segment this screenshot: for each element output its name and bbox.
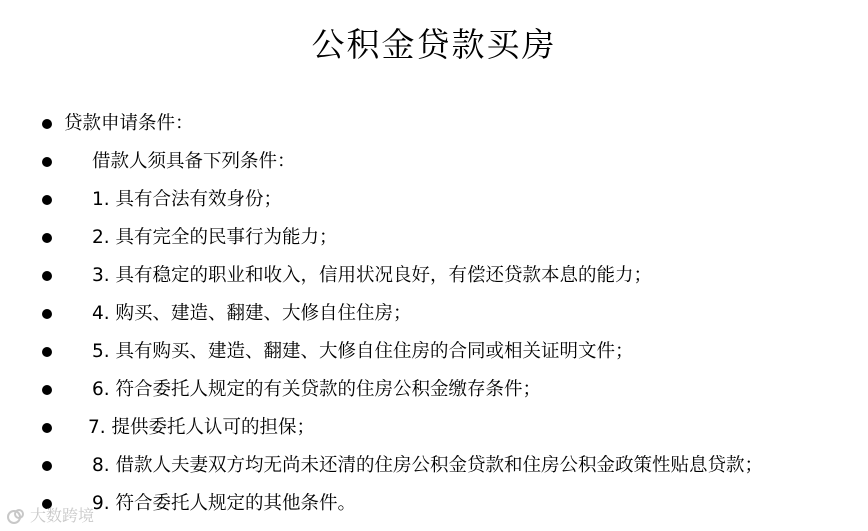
list-item-text: 6. 符合委托人规定的有关贷款的住房公积金缴存条件； [92, 379, 542, 400]
list-item [0, 333, 868, 371]
list-item [0, 371, 868, 409]
list-item-text: 8. 借款人夫妻双方均无尚未还清的住房公积金贷款和住房公积金政策性贴息贷款； [92, 455, 764, 476]
list-item-text: 2. 具有完全的民事行为能力； [92, 227, 338, 248]
list-item [0, 485, 868, 523]
list-item [0, 295, 868, 333]
list-item-text: 9. 符合委托人规定的其他条件。 [92, 493, 357, 514]
brand-logo-icon [6, 506, 26, 526]
list-item [0, 143, 868, 181]
list-item-text: 5. 具有购买、建造、翻建、大修自住住房的合同或相关证明文件； [92, 341, 634, 362]
list-item [0, 219, 868, 257]
list-item [0, 257, 868, 295]
bullet-icon [42, 461, 52, 471]
bullet-icon [42, 233, 52, 243]
list-item-text: 1. 具有合法有效身份； [92, 189, 283, 210]
bullet-icon [42, 271, 52, 281]
bullet-icon [42, 309, 52, 319]
list-item-text: 借款人须具备下列条件： [92, 151, 296, 172]
list-item [0, 409, 868, 447]
bullet-icon [42, 157, 52, 167]
list-item [0, 105, 868, 143]
bullet-icon [42, 195, 52, 205]
bullet-icon [42, 423, 52, 433]
list-item-text: 贷款申请条件： [64, 113, 194, 134]
bullet-icon [42, 119, 52, 129]
bullet-icon [42, 385, 52, 395]
page-title: 公积金贷款买房 [311, 25, 557, 64]
list-item-text: 4. 购买、建造、翻建、大修自住住房； [92, 303, 412, 324]
list-item-text: 7. 提供委托人认可的担保； [88, 417, 316, 438]
list-item [0, 447, 868, 485]
list-item-text: 3. 具有稳定的职业和收入，信用状况良好，有偿还贷款本息的能力； [92, 265, 653, 286]
watermark-text: 大数跨境 [30, 506, 95, 525]
bullet-icon [42, 347, 52, 357]
watermark [6, 505, 94, 527]
list-item [0, 181, 868, 219]
